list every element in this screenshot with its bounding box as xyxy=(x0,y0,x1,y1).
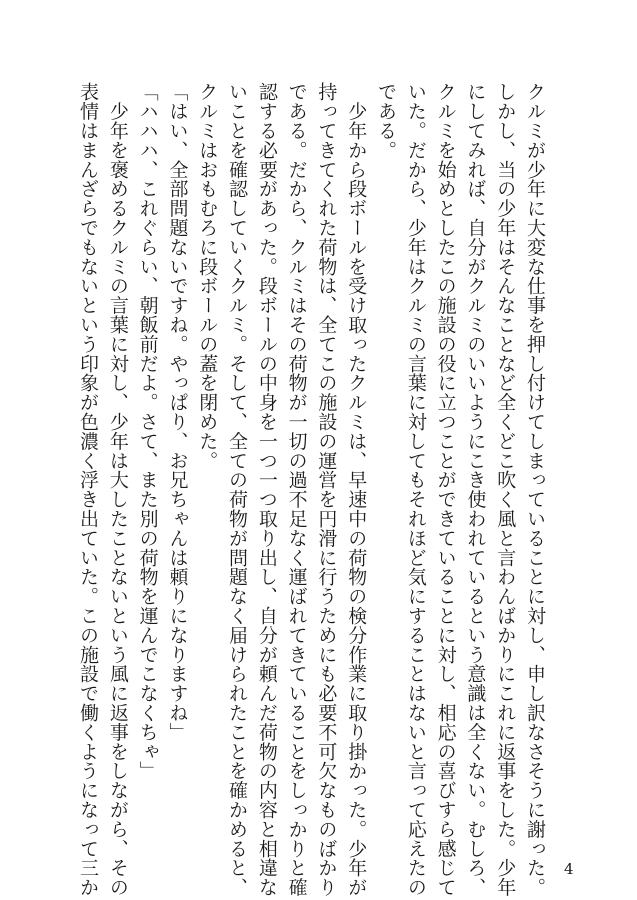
text-line: 持ってきてくれた荷物は、全てこの施設の運営を円滑に行うためにも必要不可欠なものばかり xyxy=(315,82,338,897)
text-line: 表情はまんざらでもないという印象が色濃く浮き出ていた。この施設で働くようになって三か xyxy=(77,82,100,897)
text-line: 少年を褒めるクルミの言葉に対し、少年は大したことないという風に返事をしながら、その xyxy=(106,82,129,897)
text-line: しかし、当の少年はそんなことなど全くどこ吹く風と言わんばかりにこれに返事をした。少年 xyxy=(494,82,517,897)
page-number: 4 xyxy=(564,860,574,878)
text-line: 少年から段ボールを受け取ったクルミは、早速中の荷物の検分作業に取り掛かった。少年が xyxy=(345,82,368,897)
body-text xyxy=(72,82,549,897)
text-line: 「ハハハ、これぐらい、朝飯前だよ。さて、また別の荷物を運んでこなくちゃ」 xyxy=(136,82,159,781)
text-line: クルミが少年に大変な仕事を押し付けてしまっていることに対し、申し訳なさそうに謝った。 xyxy=(524,82,546,897)
text-line: クルミはおもむろに段ボールの蓋を閉めた。 xyxy=(196,82,219,470)
text-line: 「はい、全部問題ないですね。やっぱり、お兄ちゃんは頼りになりますね」 xyxy=(166,82,189,742)
text-line: である。 xyxy=(375,82,398,160)
text-line: 認する必要があった。段ボールの中身を一つ一つ取り出し、自分が頼んだ荷物の内容と相違な xyxy=(255,82,278,897)
text-line: いことを確認していくクルミ。そして、全ての荷物が問題なく届けられたことを確かめると、 xyxy=(226,82,249,897)
text-line: いた。だから、少年はクルミの言葉に対してもそれほど気にすることはないと言って応えたの xyxy=(404,82,427,897)
text-line: である。だから、クルミはその荷物が一切の過不足なく運ばれてきていることをしっかりと確 xyxy=(285,82,308,897)
text-line: クルミを始めとしたこの施設の役に立つことができていることに対し、相応の喜びすら感じて xyxy=(434,82,457,897)
text-line: にしてみれば、自分がクルミのいいようにこき使われているという意識は全くない。むしろ、 xyxy=(464,82,487,897)
